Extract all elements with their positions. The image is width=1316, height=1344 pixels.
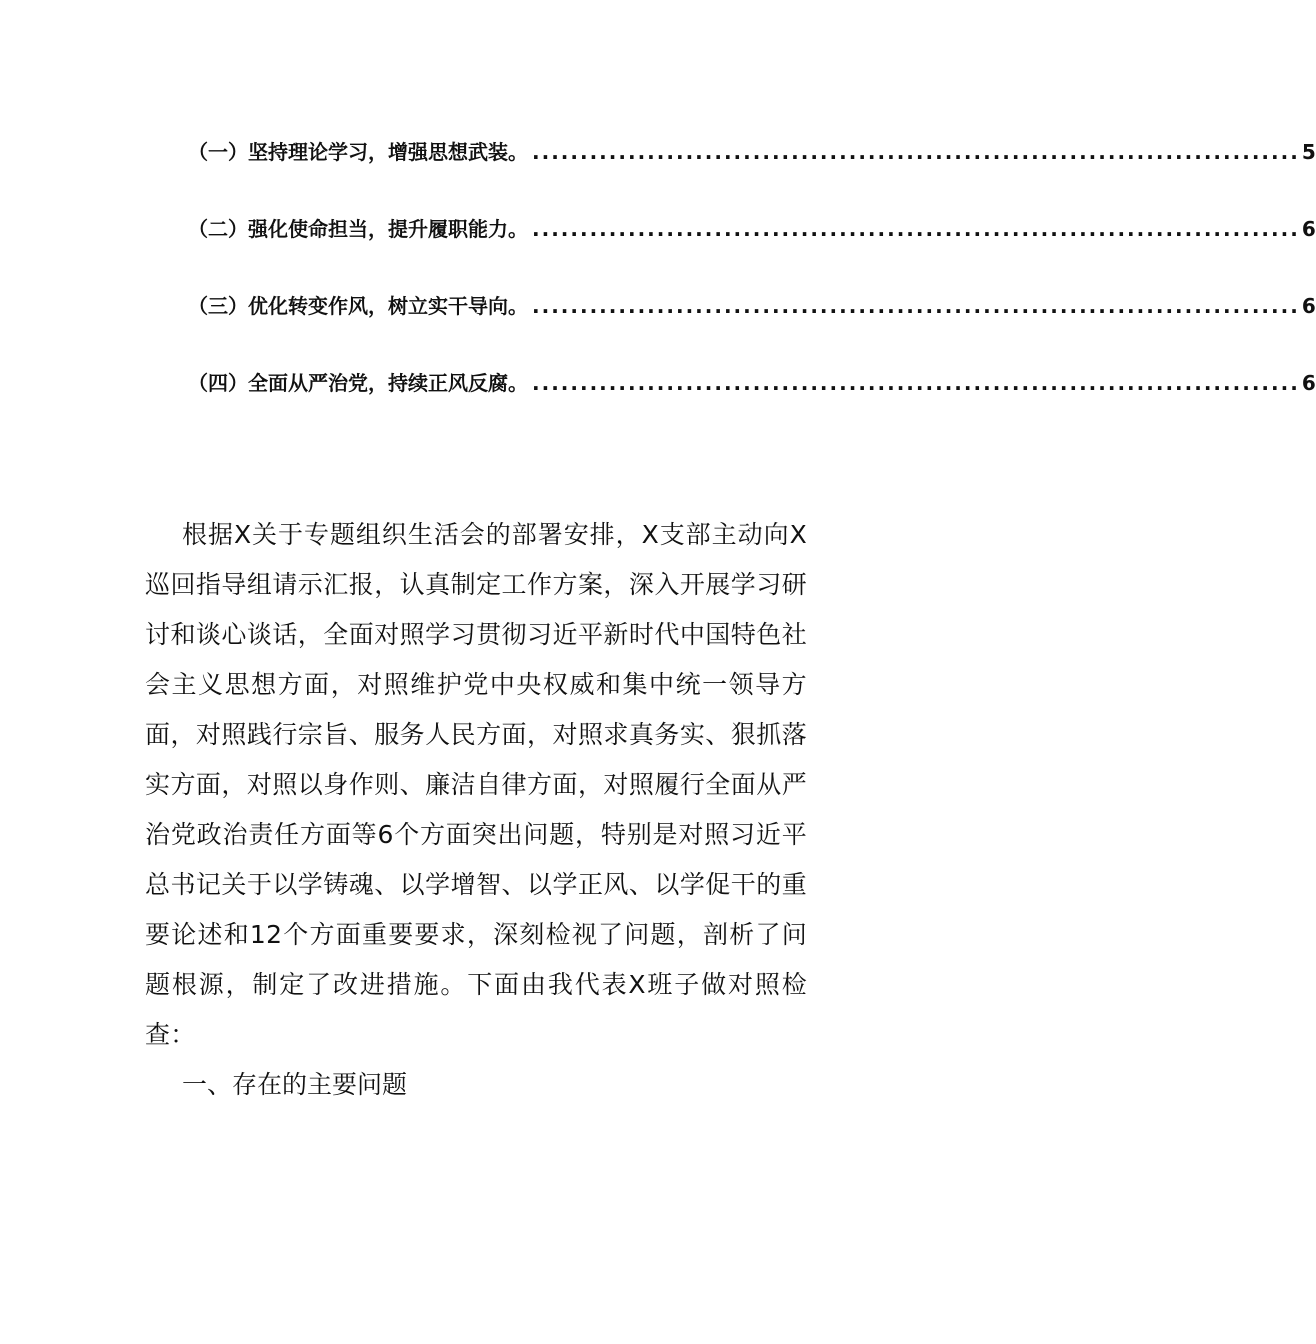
toc-dot-leader: ................................................................................	[532, 217, 1300, 241]
toc-entry-4[interactable]	[188, 361, 1316, 438]
document-body	[145, 510, 807, 1110]
section-heading: 一、存在的主要问题	[182, 1070, 408, 1099]
toc-entry-label: （一）坚持理论学习，增强思想武装。	[188, 140, 528, 164]
toc-entry-1[interactable]	[188, 130, 1316, 207]
toc-dot-leader: ................................................................................	[532, 371, 1300, 395]
toc-dot-leader: ................................................................................	[532, 294, 1300, 318]
toc-entry-label: （二）强化使命担当，提升履职能力。	[188, 217, 528, 241]
toc-entry-2[interactable]	[188, 207, 1316, 284]
intro-paragraph: 根据X关于专题组织生活会的部署安排，X支部主动向X巡回指导组请示汇报，认真制定工作方案，深入开展学习研讨和谈心谈话，全面对照学习贯彻习近平新时代中国特色社会主义思想方面，对照维护党中央权威和集中统一领导方面，对照践行宗旨、服务人民方面，对照求真务实、狠抓落实方面，对照以身作则、廉洁自律方面，对照履行全面从严治党政治责任方面等6个方面突出问题，特别是对照习近平总书记关于以学铸魂、以学增智、以学正风、以学促干的重要论述和12个方面重要要求，深刻检视了问题，剖析了问题根源，制定了改进措施。下面由我代表X班子做对照检查：	[145, 520, 807, 1049]
toc-entry-3[interactable]	[188, 284, 1316, 361]
toc-dot-leader: ................................................................................	[532, 140, 1300, 164]
toc-page-number: 6	[1301, 294, 1316, 318]
toc-entry-label: （四）全面从严治党，持续正风反腐。	[188, 371, 528, 395]
toc-page-number: 6	[1301, 217, 1316, 241]
toc-entry-label: （三）优化转变作风，树立实干导向。	[188, 294, 528, 318]
toc-page-number: 6	[1301, 371, 1316, 395]
toc-page-number: 5	[1301, 140, 1316, 164]
table-of-contents	[188, 130, 1316, 438]
